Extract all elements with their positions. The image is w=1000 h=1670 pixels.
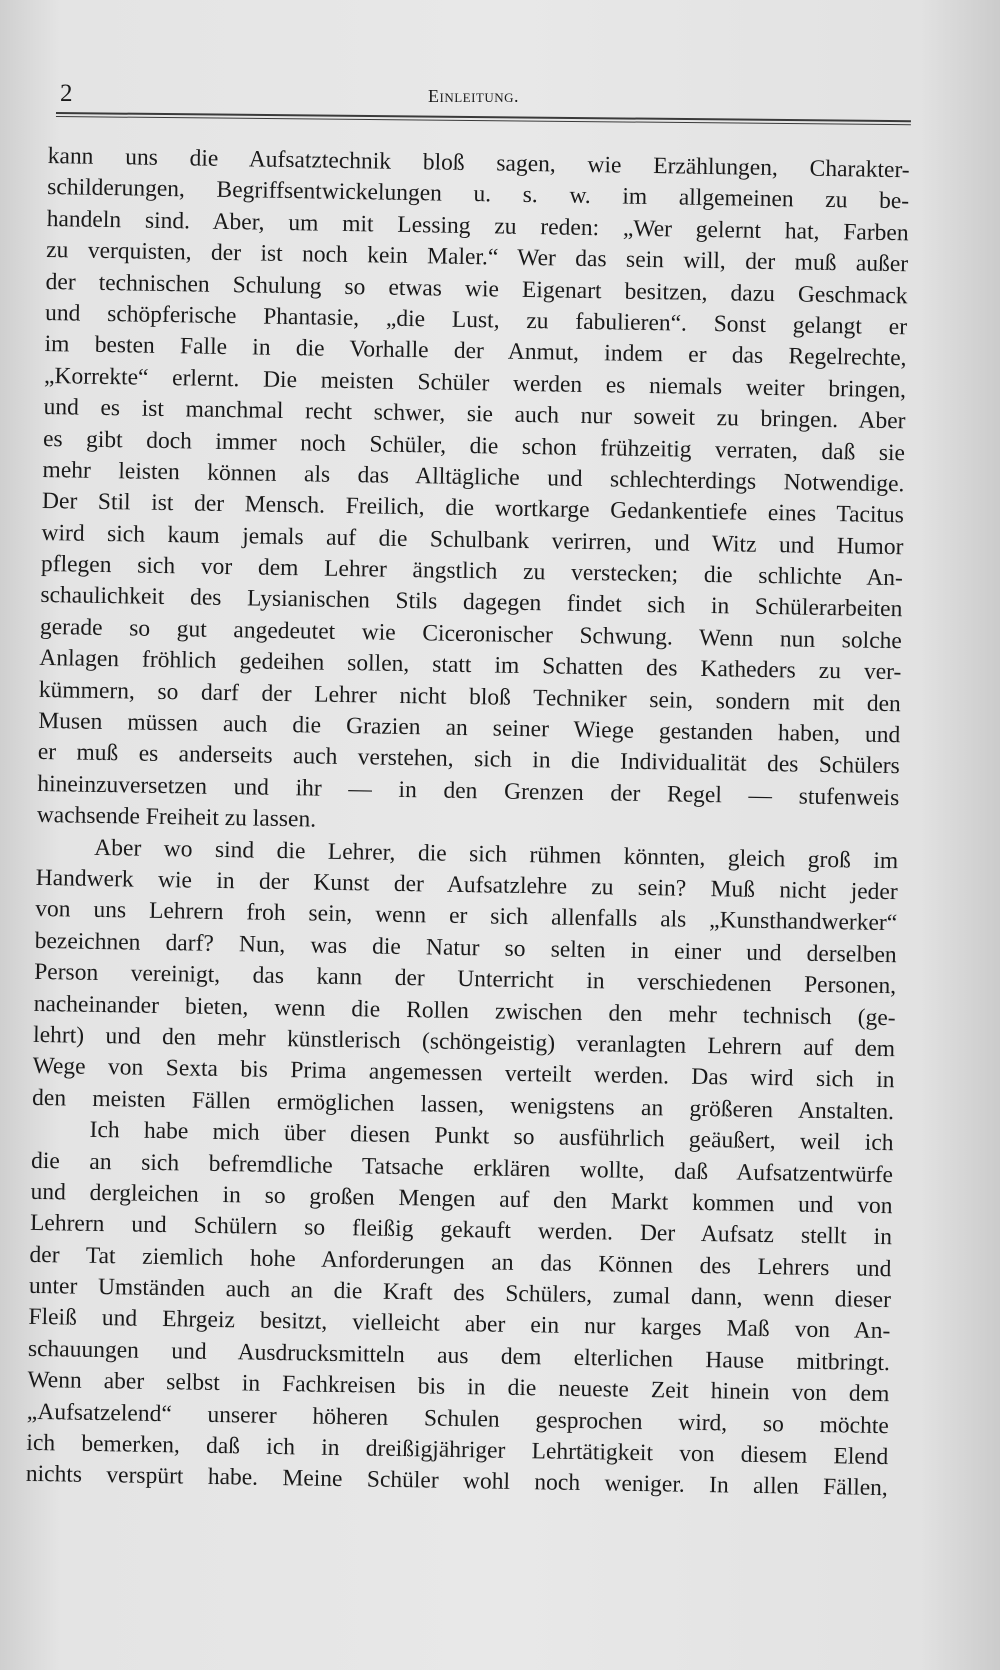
text-line: nacheinander bieten, wenn die Rollen zwischen den mehr technisch (ge- xyxy=(33,990,896,1031)
text-line: schilderungen, Begriffsentwickelungen u. s. w. im allgemeinen zu be- xyxy=(47,174,910,215)
page-number: 2 xyxy=(60,80,73,107)
text-line: „Korrekte“ erlernt. Die meisten Schüler werden es niemals weiter bringen, xyxy=(43,362,907,403)
text-line: Anlagen fröhlich gedeihen sollen, statt im Schatten des Katheders zu ver- xyxy=(39,645,902,686)
text-line: Person vereinigt, das kann der Unterricht in verschiedenen Personen, xyxy=(34,959,897,1000)
text-line: Fleiß und Ehrgeiz besitzt, vielleicht aber ein nur karges Maß von An- xyxy=(28,1304,891,1345)
paragraph-end-line: wachsende Freiheit zu lassen. xyxy=(36,802,317,833)
text-line: gerade so gut angedeutet wie Ciceronischer Schwung. Wenn nun solche xyxy=(39,613,903,655)
body-text xyxy=(26,141,910,1505)
text-line: nichts verspürt habe. Meine Schüler wohl noch weniger. In allen Fällen, xyxy=(25,1461,888,1502)
text-line: im besten Falle in die Vorhalle der Anmut, indem er das Regelrechte, xyxy=(44,331,907,372)
text-line: und dergleichen in so großen Mengen auf den Markt kommen und von xyxy=(30,1178,893,1220)
text-line: schauungen und Ausdrucksmitteln aus dem elterlichen Hause mitbringt. xyxy=(27,1335,891,1376)
text-line: zu verquisten, der ist noch kein Maler.“ Wer das sein will, der muß außer xyxy=(45,237,909,278)
text-line: der technischen Schulung so etwas wie Eigenart besitzen, dazu Geschmack xyxy=(45,268,908,309)
paragraph-start-line: Ich habe mich über diesen Punkt so ausführlich geäußert, weil ich xyxy=(89,1116,894,1157)
text-line: Handwerk wie in der Kunst der Aufsatzlehre zu sein? Muß nicht jeder xyxy=(35,864,898,906)
text-line: wird sich kaum jemals auf die Schulbank verirren, und Witz und Humor xyxy=(41,519,904,560)
text-line: schaulichkeit des Lysianischen Stils dagegen findet sich in Schülerarbeiten xyxy=(40,582,903,623)
text-line: unter Umständen auch an die Kraft des Schülers, zumal dann, wenn dieser xyxy=(28,1272,892,1314)
text-line: hineinzuversetzen und ihr — in den Grenzen der Regel — stufenweis xyxy=(37,770,900,812)
text-line: es gibt doch immer noch Schüler, die schon frühzeitig verraten, daß sie xyxy=(42,425,906,466)
text-line: lehrt) und den mehr künstlerisch (schöngeistig) veranlagten Lehrern auf dem xyxy=(32,1021,896,1063)
text-line: Wenn aber selbst in Fachkreisen bis in die neueste Zeit hinein von dem xyxy=(27,1367,890,1408)
text-line: er muß es anderseits auch verstehen, sich in die Individualität des Schülers xyxy=(37,739,900,780)
text-line: Der Stil ist der Mensch. Freilich, die wortkarge Gedankentiefe eines Tacitus xyxy=(41,488,905,529)
text-line: kann uns die Aufsatztechnik bloß sagen, wie Erzählungen, Charakter- xyxy=(47,142,910,184)
text-line: die an sich befremdliche Tatsache erklären wollte, daß Aufsatzentwürfe xyxy=(30,1147,894,1188)
text-line: bezeichnen darf? Nun, was die Natur so selten in einer und derselben xyxy=(34,927,897,968)
text-line: mehr leisten können als das Alltägliche und schlechterdings Notwendige. xyxy=(42,456,905,498)
header-rule xyxy=(56,112,911,125)
page-header xyxy=(56,76,911,110)
text-line: ich bemerken, daß ich in dreißigjähriger Lehrtätigkeit von diesem Elend xyxy=(26,1429,889,1471)
text-line: „Aufsatzelend“ unserer höheren Schulen gesprochen wird, so möchte xyxy=(26,1398,890,1439)
text-line: und schöpferische Phantasie, „die Lust, zu fabulieren“. Sonst gelangt er xyxy=(44,299,908,341)
paragraph-start-line: Aber wo sind die Lehrer, die sich rühmen könnten, gleich groß im xyxy=(94,834,899,874)
text-line: Lehrern und Schülern so fleißig gekauft werden. Der Aufsatz stellt in xyxy=(29,1210,893,1251)
text-line: Wege von Sexta bis Prima angemessen verteilt werden. Das wird sich in xyxy=(32,1053,895,1094)
paragraph-end-line: den meisten Fällen ermöglichen lassen, wenigstens an größeren Anstalten. xyxy=(31,1084,895,1125)
text-line: kümmern, so darf der Lehrer nicht bloß Techniker sein, sondern mit den xyxy=(38,676,902,717)
text-line: pflegen sich vor dem Lehrer ängstlich zu verstecken; die schlichte An- xyxy=(40,551,904,592)
text-line: von uns Lehrern froh sein, wenn er sich allenfalls als „Kunsthandwerker“ xyxy=(35,896,898,937)
text-line: der Tat ziemlich hohe Anforderungen an das Können des Lehrers und xyxy=(29,1241,892,1282)
text-line: handeln sind. Aber, um mit Lessing zu reden: „Wer gelernt hat, Farben xyxy=(46,205,909,247)
text-line: und es ist manchmal recht schwer, sie auch nur soweit zu bringen. Aber xyxy=(43,394,906,435)
text-line: Musen müssen auch die Grazien an seiner Wiege gestanden haben, und xyxy=(38,707,901,749)
running-head: Einleitung. xyxy=(428,86,520,106)
